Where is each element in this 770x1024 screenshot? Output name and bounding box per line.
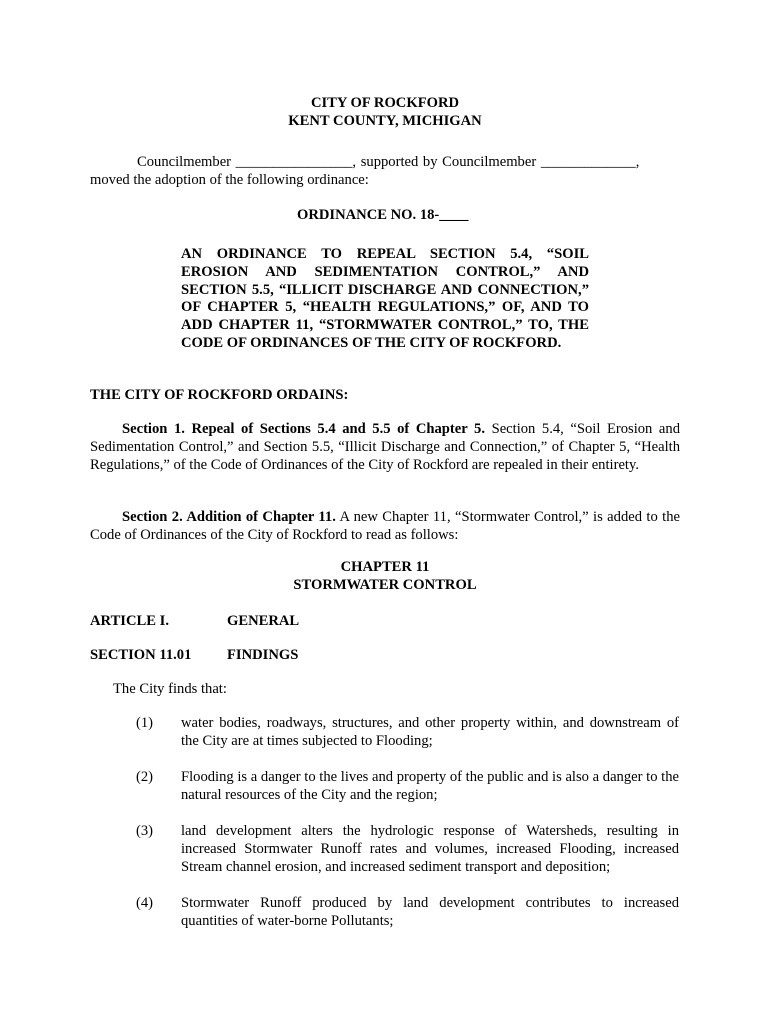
article-label: ARTICLE I. (90, 613, 169, 629)
section-11-01-label: SECTION 11.01 (90, 647, 192, 663)
motion-line-1: Councilmember ________________, supported by Councilmember _____________, (137, 154, 640, 170)
section-1-heading: Section 1. Repeal of Sections 5.4 and 5.5 of Chapter 5. (122, 421, 485, 437)
chapter-title: STORMWATER CONTROL (293, 577, 477, 593)
finding-text: water bodies, roadways, structures, and other property within, and downstream of the City are at times subjected to Flooding; (181, 715, 679, 749)
section-2-body: A new Chapter 11, “Stormwater Control,” is added to the Code of Ordinances of the City of Rockford to read as follows: (90, 509, 680, 543)
ordinance-number: ORDINANCE NO. 18-____ (297, 207, 469, 223)
ordains-heading: THE CITY OF ROCKFORD ORDAINS: (90, 387, 349, 403)
finding-number: (3) (136, 823, 154, 839)
finding-text: land development alters the hydrologic response of Watersheds, resulting in increased Stormwater Runoff rates and volumes, increased Flooding, increased Stream channel erosion, and increased sediment transport and deposition; (181, 823, 679, 875)
finding-text: Stormwater Runoff produced by land development contributes to increased quantities of water-borne Pollutants; (181, 895, 679, 929)
section-2-heading: Section 2. Addition of Chapter 11. (122, 509, 336, 525)
finding-number: (2) (136, 769, 154, 785)
finding-text: Flooding is a danger to the lives and property of the public and is also a danger to the natural resources of the City and the region; (181, 769, 679, 803)
article-title: GENERAL (227, 613, 300, 629)
city-heading: CITY OF ROCKFORD (310, 95, 460, 111)
ordinance-title: AN ORDINANCE TO REPEAL SECTION 5.4, “SOIL EROSION AND SEDIMENTATION CONTROL,” AND SECTION 5.5, “ILLICIT DISCHARGE AND CONNECTION,” OF CHAPTER 5, “HEALTH REGULATIONS,” OF, AND TO ADD CHAPTER 11, “STORMWATER CONTROL,” TO, THE CODE OF ORDINANCES OF THE CITY OF ROCKFORD. (181, 246, 589, 351)
county-heading: KENT COUNTY, MICHIGAN (288, 113, 482, 129)
section-2-paragraph (90, 508, 680, 544)
finding-number: (1) (136, 715, 154, 731)
chapter-number: CHAPTER 11 (340, 559, 430, 575)
section-11-01-title: FINDINGS (227, 647, 299, 663)
section-1-body: Section 5.4, “Soil Erosion and Sedimentation Control,” and Section 5.5, “Illicit Discharge and Connection,” of Chapter 5, “Health Regulations,” of the Code of Ordinances of the City of Rockford are repealed in their entirety. (90, 421, 680, 473)
section-1-paragraph (90, 420, 680, 474)
findings-intro: The City finds that: (113, 681, 227, 697)
motion-line-2: moved the adoption of the following ordinance: (90, 172, 369, 188)
finding-number: (4) (136, 895, 154, 911)
